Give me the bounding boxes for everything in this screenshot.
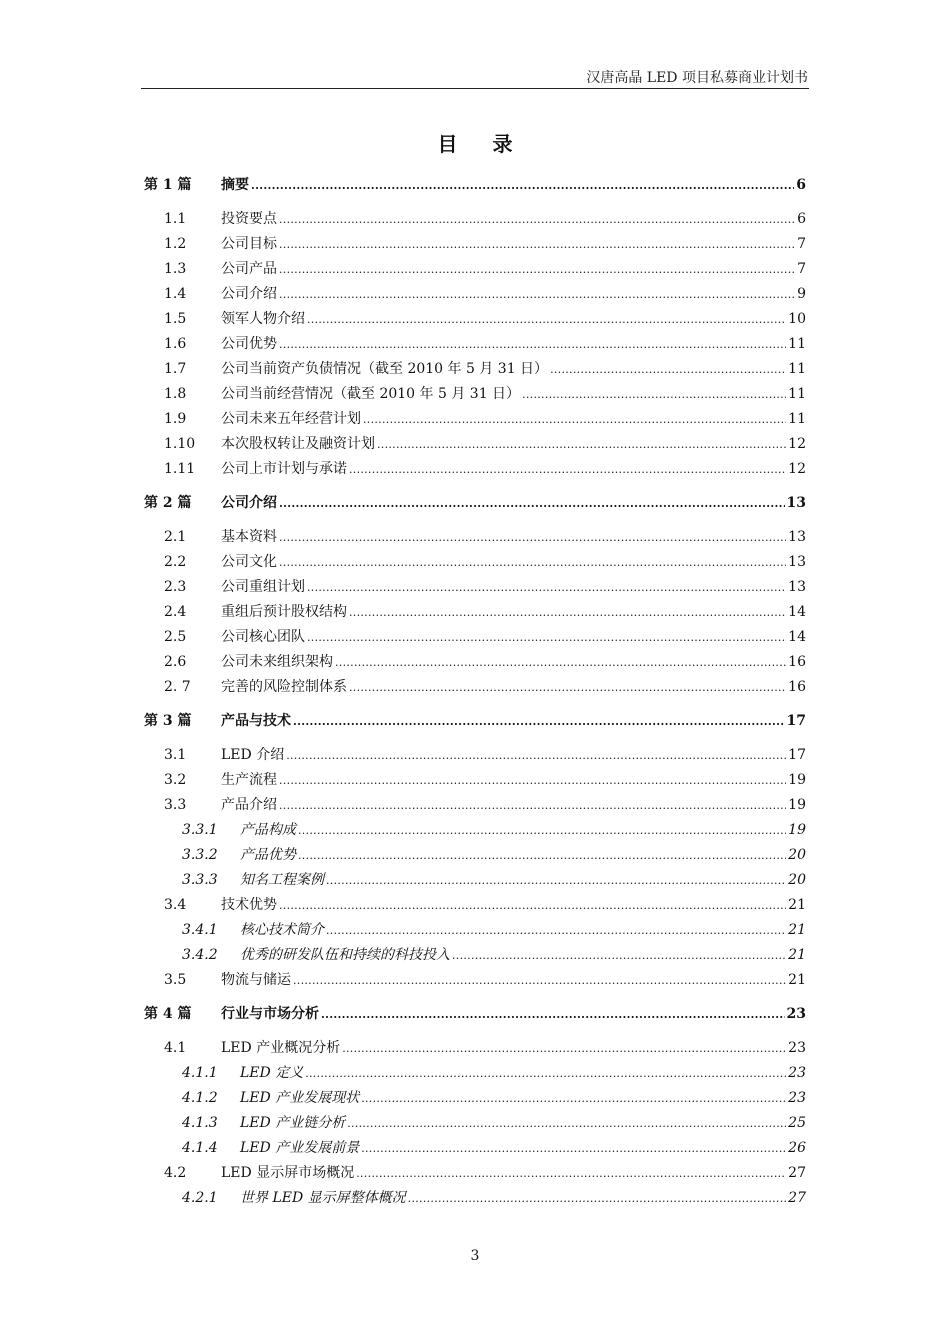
dot-leader bbox=[279, 332, 786, 357]
dot-leader bbox=[286, 743, 786, 768]
toc-entry-page: 16 bbox=[788, 654, 806, 670]
toc-entry-sec[interactable] bbox=[144, 650, 806, 675]
toc-entry-sec[interactable] bbox=[144, 232, 806, 257]
toc-entry-title: 公司介绍 bbox=[221, 286, 277, 302]
toc-entry-page: 20 bbox=[788, 847, 806, 863]
toc-entry-page: 27 bbox=[788, 1190, 806, 1206]
toc-entry-page: 13 bbox=[788, 554, 806, 570]
toc-entry-title: LED 产业链分析 bbox=[240, 1115, 346, 1131]
toc-entry-page: 23 bbox=[788, 1065, 806, 1081]
toc-entry-page: 21 bbox=[788, 947, 806, 963]
toc-entry-page: 21 bbox=[788, 922, 806, 938]
dot-leader bbox=[347, 1111, 786, 1136]
toc-entry-number: 3.3.3 bbox=[182, 872, 218, 888]
toc-entry-sec[interactable] bbox=[144, 207, 806, 232]
dot-leader bbox=[349, 675, 786, 700]
toc-entry-page: 12 bbox=[788, 436, 806, 452]
toc-entry-page: 13 bbox=[788, 529, 806, 545]
header-divider bbox=[141, 88, 809, 89]
toc-entry-number: 4.1.2 bbox=[182, 1090, 218, 1106]
dot-leader bbox=[452, 943, 786, 968]
toc-entry-page: 25 bbox=[788, 1115, 806, 1131]
toc-entry-sec[interactable] bbox=[144, 257, 806, 282]
toc-entry-page: 19 bbox=[788, 772, 806, 788]
dot-leader bbox=[279, 768, 786, 793]
toc-entry-sec[interactable] bbox=[144, 282, 806, 307]
dot-leader bbox=[298, 843, 786, 868]
dot-leader bbox=[307, 307, 786, 332]
toc-entry-sec[interactable] bbox=[144, 793, 806, 818]
toc-entry-page: 13 bbox=[786, 495, 806, 511]
toc-entry-number: 3.4 bbox=[164, 897, 187, 913]
toc-entry-title: 公司未来组织架构 bbox=[221, 654, 333, 670]
toc-entry-part[interactable] bbox=[144, 709, 806, 734]
toc-entry-title: LED 产业发展现状 bbox=[240, 1090, 360, 1106]
dot-leader bbox=[361, 1136, 786, 1161]
dot-leader bbox=[279, 525, 786, 550]
toc-entry-page: 27 bbox=[788, 1165, 806, 1181]
toc-entry-page: 23 bbox=[788, 1040, 806, 1056]
dot-leader bbox=[293, 968, 786, 993]
toc-entry-title: 公司核心团队 bbox=[221, 629, 305, 645]
toc-entry-number: 4.2.1 bbox=[182, 1190, 218, 1206]
dot-leader bbox=[335, 650, 786, 675]
toc-entry-sub[interactable] bbox=[144, 1111, 806, 1136]
toc-entry-number: 2. 7 bbox=[164, 679, 191, 695]
toc-entry-page: 21 bbox=[788, 897, 806, 913]
toc-entry-part[interactable] bbox=[144, 173, 806, 198]
toc-entry-title: 投资要点 bbox=[221, 211, 277, 227]
toc-entry-number: 3.5 bbox=[164, 972, 187, 988]
toc-entry-number: 2.3 bbox=[164, 579, 187, 595]
toc-entry-title: 公司未来五年经营计划 bbox=[221, 411, 361, 427]
toc-entry-number: 1.8 bbox=[164, 386, 187, 402]
toc-entry-page: 7 bbox=[797, 236, 806, 252]
dot-leader bbox=[279, 232, 795, 257]
toc-entry-sec[interactable] bbox=[144, 307, 806, 332]
toc-entry-page: 12 bbox=[788, 461, 806, 477]
dot-leader bbox=[326, 868, 786, 893]
toc-entry-sub[interactable] bbox=[144, 818, 806, 843]
toc-entry-title: 物流与储运 bbox=[221, 972, 291, 988]
dot-leader bbox=[307, 575, 786, 600]
toc-entry-title: 优秀的研发队伍和持续的科技投入 bbox=[240, 947, 450, 963]
dot-leader bbox=[349, 457, 786, 482]
toc-entry-number: 4.1 bbox=[164, 1040, 187, 1056]
dot-leader bbox=[279, 257, 795, 282]
toc-entry-number: 1.7 bbox=[164, 361, 187, 377]
toc-entry-number: 1.11 bbox=[164, 461, 196, 477]
toc-entry-sub[interactable] bbox=[144, 943, 806, 968]
toc-entry-sec[interactable] bbox=[144, 457, 806, 482]
page-number: 3 bbox=[470, 1248, 480, 1264]
toc-entry-page: 16 bbox=[788, 679, 806, 695]
toc-entry-number: 1.3 bbox=[164, 261, 187, 277]
toc-entry-number: 1.6 bbox=[164, 336, 187, 352]
toc-entry-number: 2.2 bbox=[164, 554, 187, 570]
toc-entry-title: 公司重组计划 bbox=[221, 579, 305, 595]
document-header-title: 汉唐高晶 LED 项目私募商业计划书 bbox=[586, 70, 808, 86]
toc-entry-title: 公司当前经营情况（截至 2010 年 5 月 31 日） bbox=[221, 386, 521, 402]
dot-leader bbox=[356, 1161, 786, 1186]
dot-leader bbox=[550, 357, 786, 382]
toc-entry-sec[interactable] bbox=[144, 407, 806, 432]
dot-leader bbox=[377, 432, 786, 457]
toc-entry-page: 13 bbox=[788, 579, 806, 595]
toc-entry-number: 4.1.1 bbox=[182, 1065, 218, 1081]
toc-entry-title: 生产流程 bbox=[221, 772, 277, 788]
toc-entry-page: 17 bbox=[788, 747, 806, 763]
toc-entry-page: 19 bbox=[788, 822, 806, 838]
toc-entry-page: 11 bbox=[788, 411, 806, 427]
toc-entry-page: 11 bbox=[788, 361, 806, 377]
toc-entry-title: 公司文化 bbox=[221, 554, 277, 570]
toc-entry-page: 9 bbox=[797, 286, 806, 302]
toc-entry-part[interactable] bbox=[144, 491, 806, 516]
toc-entry-sec[interactable] bbox=[144, 768, 806, 793]
dot-leader bbox=[305, 1061, 786, 1086]
toc-entry-title: 公司目标 bbox=[221, 236, 277, 252]
toc-entry-page: 23 bbox=[788, 1090, 806, 1106]
toc-entry-number: 第 1 篇 bbox=[144, 177, 192, 193]
toc-entry-page: 6 bbox=[796, 177, 806, 193]
toc-entry-page: 20 bbox=[788, 872, 806, 888]
toc-entry-number: 3.4.2 bbox=[182, 947, 218, 963]
toc-entry-page: 11 bbox=[788, 386, 806, 402]
dot-leader bbox=[279, 893, 786, 918]
toc-entry-title: 公司优势 bbox=[221, 336, 277, 352]
toc-entry-sub[interactable] bbox=[144, 1186, 806, 1211]
toc-entry-title: 本次股权转让及融资计划 bbox=[221, 436, 375, 452]
toc-entry-number: 2.5 bbox=[164, 629, 187, 645]
toc-entry-sec[interactable] bbox=[144, 432, 806, 457]
dot-leader bbox=[279, 793, 786, 818]
toc-entry-sec[interactable] bbox=[144, 893, 806, 918]
toc-entry-page: 19 bbox=[788, 797, 806, 813]
toc-entry-number: 2.1 bbox=[164, 529, 187, 545]
dot-leader bbox=[326, 918, 786, 943]
dot-leader bbox=[361, 1086, 786, 1111]
dot-leader bbox=[279, 282, 795, 307]
toc-entry-number: 4.1.3 bbox=[182, 1115, 218, 1131]
toc-entry-title: 公司产品 bbox=[221, 261, 277, 277]
toc-entry-title: 公司上市计划与承诺 bbox=[221, 461, 347, 477]
toc-entry-sec[interactable] bbox=[144, 382, 806, 407]
toc-entry-page: 14 bbox=[788, 604, 806, 620]
toc-entry-title: 产品与技术 bbox=[221, 713, 291, 729]
toc-entry-sec[interactable] bbox=[144, 1036, 806, 1061]
toc-entry-number: 1.5 bbox=[164, 311, 187, 327]
dot-leader bbox=[321, 1002, 785, 1027]
dot-leader bbox=[342, 1036, 786, 1061]
toc-entry-sec[interactable] bbox=[144, 600, 806, 625]
toc-entry-number: 2.6 bbox=[164, 654, 187, 670]
toc-entry-title: 摘要 bbox=[221, 177, 249, 193]
toc-entry-sub[interactable] bbox=[144, 918, 806, 943]
toc-entry-number: 第 4 篇 bbox=[144, 1006, 192, 1022]
toc-entry-title: 产品构成 bbox=[240, 822, 296, 838]
toc-entry-number: 1.1 bbox=[164, 211, 187, 227]
toc-entry-number: 1.10 bbox=[164, 436, 196, 452]
toc-entry-title: 完善的风险控制体系 bbox=[221, 679, 347, 695]
toc-entry-title: 公司介绍 bbox=[221, 495, 277, 511]
toc-entry-sub[interactable] bbox=[144, 843, 806, 868]
toc-entry-number: 3.2 bbox=[164, 772, 187, 788]
toc-entry-title: 基本资料 bbox=[221, 529, 277, 545]
dot-leader bbox=[251, 173, 794, 198]
toc-entry-title: LED 产业发展前景 bbox=[240, 1140, 360, 1156]
toc-entry-title: 知名工程案例 bbox=[240, 872, 324, 888]
toc-entry-page: 23 bbox=[786, 1006, 806, 1022]
toc-entry-title: LED 介绍 bbox=[221, 747, 285, 763]
toc-entry-sec[interactable] bbox=[144, 332, 806, 357]
toc-entry-sec[interactable] bbox=[144, 675, 806, 700]
toc-entry-title: LED 产业概况分析 bbox=[221, 1040, 341, 1056]
toc-entry-title: 技术优势 bbox=[221, 897, 277, 913]
toc-entry-sub[interactable] bbox=[144, 868, 806, 893]
toc-entry-number: 3.4.1 bbox=[182, 922, 218, 938]
toc-entry-sub[interactable] bbox=[144, 1061, 806, 1086]
toc-entry-part[interactable] bbox=[144, 1002, 806, 1027]
toc-entry-number: 3.3 bbox=[164, 797, 187, 813]
toc-entry-page: 14 bbox=[788, 629, 806, 645]
toc-entry-page: 21 bbox=[788, 972, 806, 988]
toc-entry-number: 1.2 bbox=[164, 236, 187, 252]
toc-entry-sec[interactable] bbox=[144, 550, 806, 575]
dot-leader bbox=[298, 818, 786, 843]
toc-entry-sub[interactable] bbox=[144, 1086, 806, 1111]
toc-entry-sec[interactable] bbox=[144, 575, 806, 600]
toc-entry-sec[interactable] bbox=[144, 625, 806, 650]
toc-entry-title: 核心技术简介 bbox=[240, 922, 324, 938]
toc-entry-page: 10 bbox=[788, 311, 806, 327]
toc-entry-title: LED 定义 bbox=[240, 1065, 304, 1081]
toc-entry-page: 26 bbox=[788, 1140, 806, 1156]
toc-entry-number: 1.4 bbox=[164, 286, 187, 302]
toc-entry-number: 1.9 bbox=[164, 411, 187, 427]
toc-entry-page: 11 bbox=[788, 336, 806, 352]
toc-entry-number: 3.3.2 bbox=[182, 847, 218, 863]
toc-entry-title: LED 显示屏市场概况 bbox=[221, 1165, 355, 1181]
toc-entry-title: 领军人物介绍 bbox=[221, 311, 305, 327]
toc-entry-title: 产品优势 bbox=[240, 847, 296, 863]
toc-entry-number: 4.1.4 bbox=[182, 1140, 218, 1156]
toc-entry-title: 世界 LED 显示屏整体概况 bbox=[240, 1190, 406, 1206]
toc-entry-title: 重组后预计股权结构 bbox=[221, 604, 347, 620]
toc-entry-number: 第 3 篇 bbox=[144, 713, 192, 729]
toc-entry-sec[interactable] bbox=[144, 357, 806, 382]
toc-entry-title: 行业与市场分析 bbox=[221, 1006, 319, 1022]
toc-entry-number: 第 2 篇 bbox=[144, 495, 192, 511]
toc-entry-title: 产品介绍 bbox=[221, 797, 277, 813]
toc-entry-title: 公司当前资产负债情况（截至 2010 年 5 月 31 日） bbox=[221, 361, 549, 377]
toc-entry-number: 3.1 bbox=[164, 747, 187, 763]
dot-leader bbox=[279, 491, 785, 516]
dot-leader bbox=[279, 207, 795, 232]
dot-leader bbox=[408, 1186, 787, 1211]
toc-entry-sec[interactable] bbox=[144, 525, 806, 550]
toc-entry-sec[interactable] bbox=[144, 1161, 806, 1186]
dot-leader bbox=[293, 709, 785, 734]
toc-entry-page: 17 bbox=[786, 713, 806, 729]
dot-leader bbox=[307, 625, 786, 650]
dot-leader bbox=[279, 550, 786, 575]
toc-heading: 目 录 bbox=[437, 132, 527, 156]
dot-leader bbox=[522, 382, 786, 407]
toc-entry-page: 7 bbox=[797, 261, 806, 277]
toc-entry-number: 3.3.1 bbox=[182, 822, 218, 838]
toc-entry-number: 2.4 bbox=[164, 604, 187, 620]
table-of-contents bbox=[144, 173, 806, 1211]
dot-leader bbox=[363, 407, 786, 432]
toc-entry-page: 6 bbox=[797, 211, 806, 227]
toc-entry-number: 4.2 bbox=[164, 1165, 187, 1181]
dot-leader bbox=[349, 600, 786, 625]
toc-entry-sub[interactable] bbox=[144, 1136, 806, 1161]
toc-entry-sec[interactable] bbox=[144, 743, 806, 768]
toc-entry-sec[interactable] bbox=[144, 968, 806, 993]
